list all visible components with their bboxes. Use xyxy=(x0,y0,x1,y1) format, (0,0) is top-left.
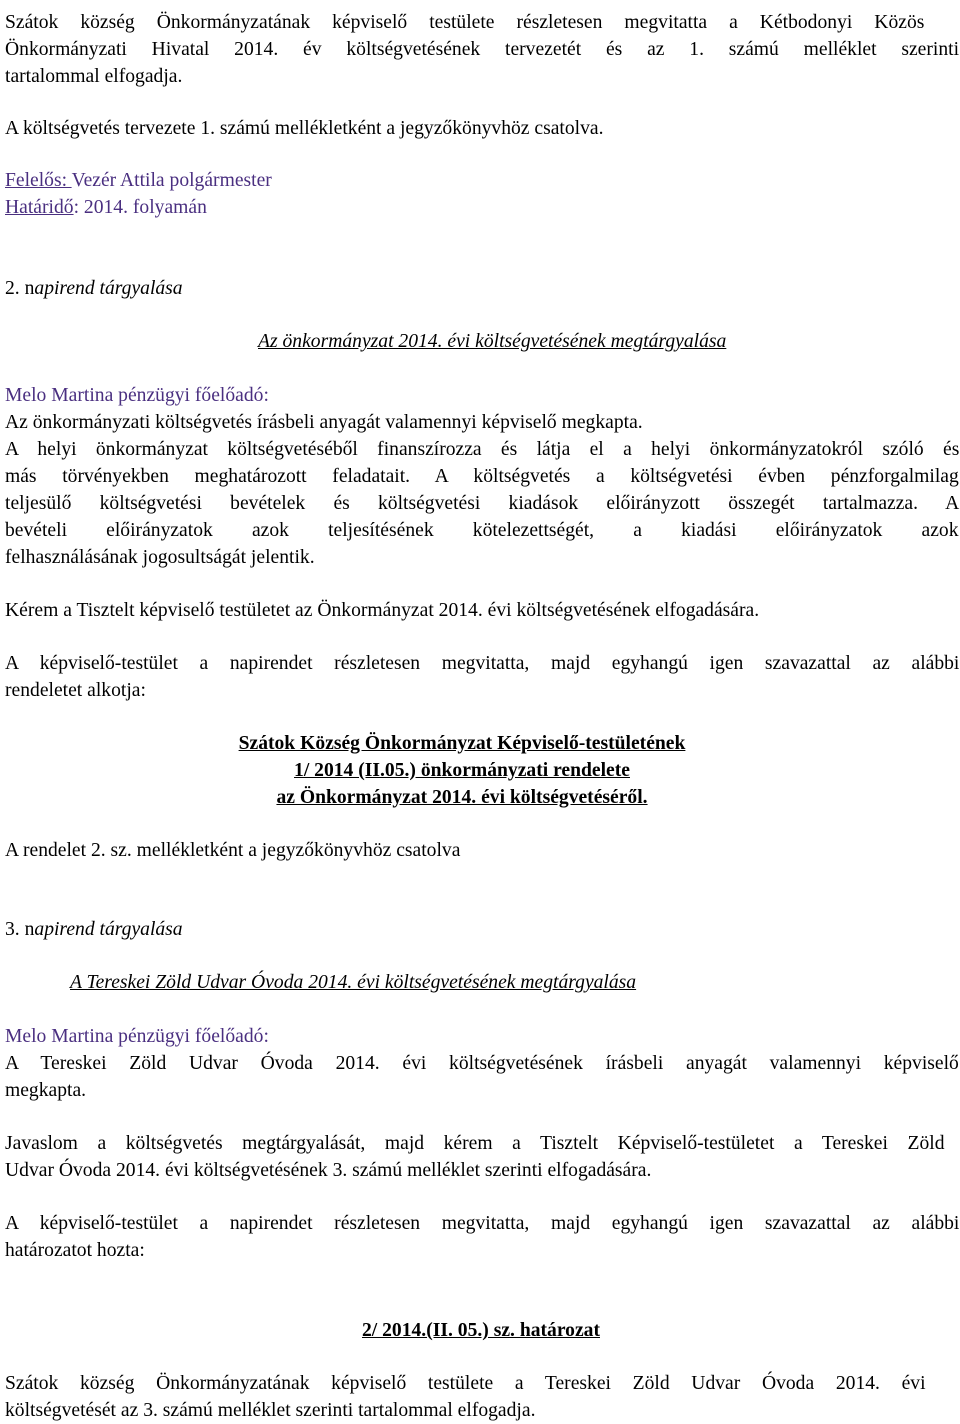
s6-line1: Javaslom a költségvetés megtárgyalását, majd kérem a Tisztelt Képviselő-testületet a Tereskei Zöld xyxy=(5,1133,945,1154)
s1-line4: teljesülő költségvetési bevételek és költségvetési kiadások előirányzott összegét tartalmazza. A xyxy=(5,493,960,514)
s1-line6: felhasználásának jogosultságát jelentik. xyxy=(5,547,315,568)
decree-line1: Szátok Község Önkormányzat Képviselő-testületének xyxy=(238,733,686,754)
p2: A költségvetés tervezete 1. számú mellékletként a jegyzőkönyvhöz csatolva. xyxy=(5,118,604,139)
s5-line1: A Tereskei Zöld Udvar Óvoda 2014. évi költségvetésének írásbeli anyagát valamennyi képviselő xyxy=(5,1053,959,1074)
s7-line1: A képviselő-testület a napirendet részletesen megvitatta, majd egyhangú igen szavazattal az alábbi xyxy=(5,1213,960,1234)
agenda-2-heading: Az önkormányzat 2014. évi költségvetésének megtárgyalása xyxy=(258,331,727,352)
speaker-1: Melo Martina pénzügyi főelőadó: xyxy=(5,385,269,406)
s8-line1: Szátok község Önkormányzatának képviselő testülete a Tereskei Zöld Udvar Óvoda 2014. évi xyxy=(5,1373,926,1394)
p1-line2: Önkormányzati Hivatal 2014. év költségvetésének tervezetét és az 1. számú melléklet szerinti xyxy=(5,39,960,60)
s1-line2: A helyi önkormányzat költségvetéséből finanszírozza és látja el a helyi önkormányzatokról szóló és xyxy=(5,439,960,460)
agenda-2-number: 2. n xyxy=(5,278,35,299)
p1-line1: Szátok község Önkormányzatának képviselő testülete részletesen megvitatta a Kétbodonyi Közös xyxy=(5,12,925,33)
decree-line3: az Önkormányzat 2014. évi költségvetéséről. xyxy=(276,787,648,808)
resolution-heading: 2/ 2014.(II. 05.) sz. határozat xyxy=(361,1320,600,1341)
responsible-label: Felelős: xyxy=(5,170,72,191)
deadline-label: Határidő xyxy=(5,197,74,218)
s5-line2: megkapta. xyxy=(5,1080,87,1101)
s4: A rendelet 2. sz. mellékletként a jegyzőkönyvhöz csatolva xyxy=(5,840,461,861)
s1-line1: Az önkormányzati költségvetés írásbeli anyagát valamennyi képviselő megkapta. xyxy=(5,412,643,433)
agenda-3-heading: A Tereskei Zöld Udvar Óvoda 2014. évi költségvetésének megtárgyalása xyxy=(70,972,637,993)
s1-line5: bevételi előirányzatok azok teljesítésének kötelezettségét, a kiadási előirányzatok azok xyxy=(5,520,959,541)
agenda-3-number: 3. n xyxy=(5,919,35,940)
s6-line2: Udvar Óvoda 2014. évi költségvetésének 3. számú melléklet szerinti elfogadására. xyxy=(5,1160,652,1181)
s7-line2: határozatot hozta: xyxy=(5,1240,145,1261)
s8-line2: költségvetését az 3. számú melléklet szerinti tartalommal elfogadja. xyxy=(5,1400,536,1421)
agenda-2-title xyxy=(5,275,183,302)
agenda-2-label: apirend tárgyalása xyxy=(34,278,183,299)
s1-line3: más törvényekben meghatározott feladatait. A költségvetés a költségvetési évben pénzforgalmilag xyxy=(5,466,959,487)
s3-line2: rendeletet alkotja: xyxy=(5,680,146,701)
responsible-value: Vezér Attila polgármester xyxy=(71,170,272,191)
agenda-3-label: apirend tárgyalása xyxy=(34,919,183,940)
s2: Kérem a Tisztelt képviselő testületet az Önkormányzat 2014. évi költségvetésének elfogadására. xyxy=(5,600,760,621)
agenda-3-title xyxy=(5,916,183,943)
speaker-2: Melo Martina pénzügyi főelőadó: xyxy=(5,1026,269,1047)
deadline-line xyxy=(5,194,207,221)
decree-line2: 1/ 2014 (II.05.) önkormányzati rendelete xyxy=(294,760,630,781)
deadline-value: : 2014. folyamán xyxy=(73,197,207,218)
p1-line3: tartalommal elfogadja. xyxy=(5,66,183,87)
s3-line1: A képviselő-testület a napirendet részletesen megvitatta, majd egyhangú igen szavazattal az alábbi xyxy=(5,653,960,674)
responsible-line xyxy=(5,167,272,194)
